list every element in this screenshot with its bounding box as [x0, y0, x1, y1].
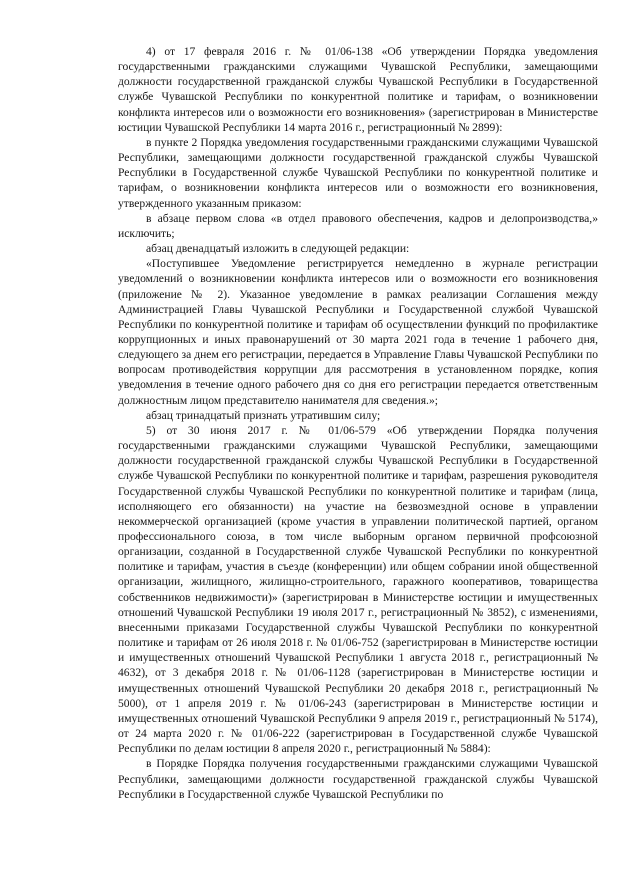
paragraph-twelfth-abzac-intro: абзац двенадцатый изложить в следующей редакции: — [146, 242, 410, 256]
paragraph-point-2-amendment: в пункте 2 Порядка уведомления государственными гражданскими служащими Чувашской Республики, замещающими должности государственной гражданской службы Чувашской Республики в Государственной службе Чувашской Республики по конкурентной политике и тарифам, о возникновении конфликта интересов или о возможности его возникновения, утвержденного указанным приказом: — [118, 135, 598, 210]
paragraph-item-5-order-2017: 5) от 30 июня 2017 г. № 01/06-579 «Об утверждении Порядка получения государственными гражданскими служащими Чувашской Республики, замещающими должности государственной гражданской службы Чувашской Республики в Государственной службе Чувашской Республики по конкурентной политике и тарифам, разрешения руководителя Государственной службы Чувашской Республики по конкурентной политике и тарифам (лица, исполняющего его обязанности) на участие на безвозмездной основе в управлении некоммерческой организацией (кроме участия в управлении политической партией, органом профессионального союза, в том числе выборным органом первичной профсоюзной организации, созданной в Государственной службе Чувашской Республики по конкурентной политике и тарифам, участия в съезде (конференции) или общем собрании иной общественной организации, жилищного, жилищно-строительного, гаражного кооперативов, товарищества собственников недвижимости)» (зарегистрирован в Министерстве юстиции и имущественных отношений Чувашской Республики 19 июля 2017 г., регистрационный № 3852), с изменениями, внесенными приказами Государственной службы Чувашской Республики по конкурентной политике и тарифам от 26 июля 2018 г. № 01/06-752 (зарегистрирован в Министерстве юстиции и имущественных отношений Чувашской Республики 1 августа 2018 г., регистрационный № 4632), от 3 декабря 2018 г. № 01/06-1128 (зарегистрирован в Министерстве юстиции и имущественных отношений Чувашской Республики 20 декабря 2018 г., регистрационный № 5000), от 1 апреля 2019 г. № 01/06-243 (зарегистрирован в Министерстве юстиции и имущественных отношений Чувашской Республики 9 апреля 2019 г., регистрационный № 5174), от 24 марта 2020 г. № 01/06-222 (зарегистрирован в Государственной службе Чувашской Республики по делам юстиции 8 апреля 2020 г., регистрационный № 5884): — [118, 423, 598, 756]
paragraph-first-abzac-change: в абзаце первом слова «в отдел правового обеспечения, кадров и делопроизводства,» исключить; — [118, 211, 598, 240]
paragraph-procedure-amendment: в Порядке Порядка получения государственными гражданскими служащими Чувашской Республики, замещающими должности государственной гражданской службы Чувашской Республики в Государственной службе Чувашской Республики по — [118, 757, 598, 801]
paragraph-thirteenth-abzac: абзац тринадцатый признать утратившим силу; — [146, 408, 381, 422]
paragraph-new-wording-quote: «Поступившее Уведомление регистрируется немедленно в журнале регистрации уведомлений о возникновении конфликта интересов или о возможности его возникновения (приложение № 2). Указанное уведомление в рамках реализации Соглашения между Администрацией Главы Чувашской Республики и Государственной службой Чувашской Республики по конкурентной политике и тарифам об осуществлении функций по профилактике коррупционных и иных правонарушений от 30 марта 2021 года в течение 1 рабочего дня, следующего за днем его регистрации, передается в Управление Главы Чувашской Республики по вопросам противодействия коррупции для рассмотрения в установленном порядке, копия уведомления в течение одного рабочего дня со дня его регистрации передается ответственным должностным лицом представителю нанимателя для сведения.»; — [118, 257, 598, 407]
document-body — [118, 44, 598, 802]
paragraph-item-4-order-2016: 4) от 17 февраля 2016 г. № 01/06-138 «Об утверждении Порядка уведомления государственными гражданскими служащими Чувашской Республики, замещающими должности государственной гражданской службы Чувашской Республики в Государственной службе Чувашской Республики по конкурентной политике и тарифам, о возникновении конфликта интересов или о возможности его возникновения» (зарегистрирован в Министерстве юстиции Чувашской Республики 14 марта 2016 г., регистрационный № 2899): — [118, 45, 598, 134]
